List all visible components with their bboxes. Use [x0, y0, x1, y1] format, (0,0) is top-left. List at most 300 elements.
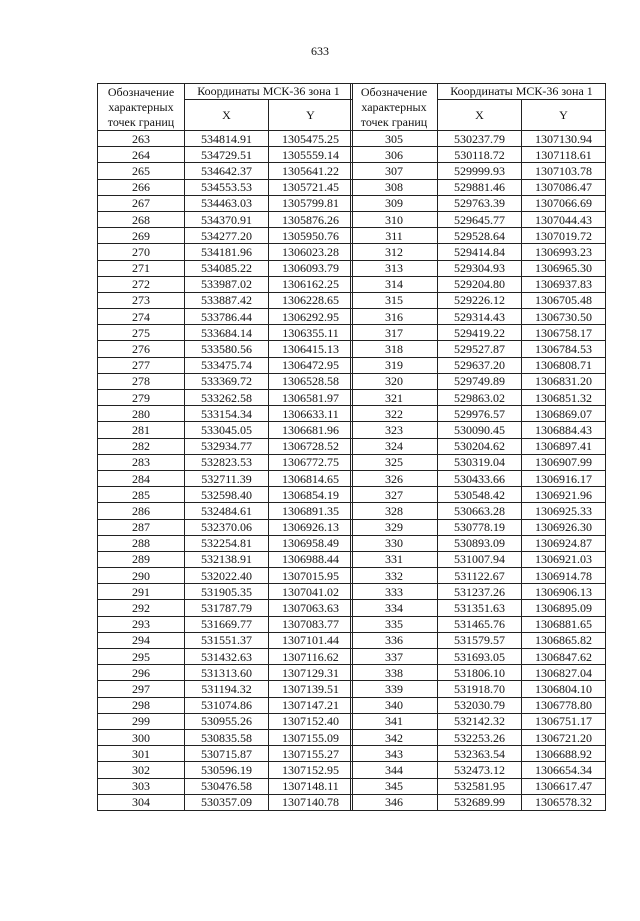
table-row — [98, 325, 353, 341]
header-point-designation: Обозначение характерных точек границ — [351, 84, 438, 131]
x-coordinate-cell: 532254.81 — [185, 535, 269, 551]
point-number-cell: 319 — [351, 357, 438, 373]
point-number-cell: 326 — [351, 470, 438, 486]
x-coordinate-cell: 530955.26 — [185, 713, 269, 729]
table-row — [351, 600, 606, 616]
y-coordinate-cell: 1307015.95 — [269, 568, 353, 584]
table-row — [351, 778, 606, 794]
x-coordinate-cell: 530596.19 — [185, 762, 269, 778]
x-coordinate-cell: 530237.79 — [438, 131, 522, 147]
y-coordinate-cell: 1305876.26 — [269, 211, 353, 227]
point-number-cell: 321 — [351, 390, 438, 406]
table-row — [351, 729, 606, 745]
x-coordinate-cell: 533154.34 — [185, 406, 269, 422]
point-number-cell: 304 — [98, 794, 185, 810]
x-coordinate-cell: 533045.05 — [185, 422, 269, 438]
table-row — [98, 211, 353, 227]
y-coordinate-cell: 1307118.61 — [522, 147, 606, 163]
x-coordinate-cell: 533887.42 — [185, 292, 269, 308]
y-coordinate-cell: 1306681.96 — [269, 422, 353, 438]
header-x: X — [185, 100, 269, 131]
point-number-cell: 337 — [351, 649, 438, 665]
y-coordinate-cell: 1307044.43 — [522, 211, 606, 227]
point-number-cell: 318 — [351, 341, 438, 357]
point-number-cell: 290 — [98, 568, 185, 584]
x-coordinate-cell: 529419.22 — [438, 325, 522, 341]
y-coordinate-cell: 1307083.77 — [269, 616, 353, 632]
table-row — [98, 713, 353, 729]
x-coordinate-cell: 532370.06 — [185, 519, 269, 535]
y-coordinate-cell: 1306897.41 — [522, 438, 606, 454]
point-number-cell: 279 — [98, 390, 185, 406]
x-coordinate-cell: 533580.56 — [185, 341, 269, 357]
x-coordinate-cell: 534370.91 — [185, 211, 269, 227]
y-coordinate-cell: 1306925.33 — [522, 503, 606, 519]
point-number-cell: 323 — [351, 422, 438, 438]
point-number-cell: 287 — [98, 519, 185, 535]
x-coordinate-cell: 533684.14 — [185, 325, 269, 341]
table-row — [98, 697, 353, 713]
table-row — [98, 244, 353, 260]
table-row — [98, 406, 353, 422]
table-row — [98, 260, 353, 276]
x-coordinate-cell: 533475.74 — [185, 357, 269, 373]
y-coordinate-cell: 1306617.47 — [522, 778, 606, 794]
table-row — [351, 535, 606, 551]
table-body-right — [351, 131, 606, 811]
header-y: Y — [269, 100, 353, 131]
point-number-cell: 277 — [98, 357, 185, 373]
point-number-cell: 308 — [351, 179, 438, 195]
y-coordinate-cell: 1306891.35 — [269, 503, 353, 519]
table-row — [351, 325, 606, 341]
y-coordinate-cell: 1306884.43 — [522, 422, 606, 438]
point-number-cell: 284 — [98, 470, 185, 486]
x-coordinate-cell: 531237.26 — [438, 584, 522, 600]
x-coordinate-cell: 532363.54 — [438, 746, 522, 762]
x-coordinate-cell: 531007.94 — [438, 551, 522, 567]
x-coordinate-cell: 532598.40 — [185, 487, 269, 503]
y-coordinate-cell: 1307139.51 — [269, 681, 353, 697]
table-row — [98, 632, 353, 648]
table-row — [351, 260, 606, 276]
y-coordinate-cell: 1306162.25 — [269, 276, 353, 292]
table-row — [351, 195, 606, 211]
y-coordinate-cell: 1306415.13 — [269, 341, 353, 357]
table-row — [98, 163, 353, 179]
table-row — [98, 519, 353, 535]
y-coordinate-cell: 1306633.11 — [269, 406, 353, 422]
y-coordinate-cell: 1305721.45 — [269, 179, 353, 195]
point-number-cell: 266 — [98, 179, 185, 195]
point-number-cell: 345 — [351, 778, 438, 794]
x-coordinate-cell: 530357.09 — [185, 794, 269, 810]
table-row — [98, 357, 353, 373]
point-number-cell: 307 — [351, 163, 438, 179]
point-number-cell: 276 — [98, 341, 185, 357]
point-number-cell: 285 — [98, 487, 185, 503]
table-row — [98, 600, 353, 616]
table-row — [351, 568, 606, 584]
y-coordinate-cell: 1305641.22 — [269, 163, 353, 179]
point-number-cell: 309 — [351, 195, 438, 211]
x-coordinate-cell: 532022.40 — [185, 568, 269, 584]
table-row — [98, 309, 353, 325]
table-row — [98, 470, 353, 486]
y-coordinate-cell: 1307129.31 — [269, 665, 353, 681]
point-number-cell: 317 — [351, 325, 438, 341]
x-coordinate-cell: 532142.32 — [438, 713, 522, 729]
table-row — [98, 341, 353, 357]
x-coordinate-cell: 532030.79 — [438, 697, 522, 713]
y-coordinate-cell: 1306728.52 — [269, 438, 353, 454]
table-row — [351, 422, 606, 438]
y-coordinate-cell: 1306993.23 — [522, 244, 606, 260]
y-coordinate-cell: 1306023.28 — [269, 244, 353, 260]
table-row — [98, 487, 353, 503]
table-row — [98, 584, 353, 600]
point-number-cell: 313 — [351, 260, 438, 276]
point-number-cell: 291 — [98, 584, 185, 600]
point-number-cell: 338 — [351, 665, 438, 681]
table-row — [351, 649, 606, 665]
table-row — [351, 276, 606, 292]
x-coordinate-cell: 531905.35 — [185, 584, 269, 600]
y-coordinate-cell: 1307116.62 — [269, 649, 353, 665]
table-row — [98, 616, 353, 632]
x-coordinate-cell: 530778.19 — [438, 519, 522, 535]
y-coordinate-cell: 1306705.48 — [522, 292, 606, 308]
point-number-cell: 314 — [351, 276, 438, 292]
table-row — [351, 244, 606, 260]
x-coordinate-cell: 531432.63 — [185, 649, 269, 665]
x-coordinate-cell: 530715.87 — [185, 746, 269, 762]
table-row — [98, 649, 353, 665]
x-coordinate-cell: 532934.77 — [185, 438, 269, 454]
y-coordinate-cell: 1307148.11 — [269, 778, 353, 794]
y-coordinate-cell: 1306926.13 — [269, 519, 353, 535]
table-row — [98, 454, 353, 470]
x-coordinate-cell: 529528.64 — [438, 228, 522, 244]
y-coordinate-cell: 1306827.04 — [522, 665, 606, 681]
y-coordinate-cell: 1306578.32 — [522, 794, 606, 810]
x-coordinate-cell: 530476.58 — [185, 778, 269, 794]
y-coordinate-cell: 1306895.09 — [522, 600, 606, 616]
table-row — [351, 616, 606, 632]
point-number-cell: 268 — [98, 211, 185, 227]
x-coordinate-cell: 531351.63 — [438, 600, 522, 616]
point-number-cell: 264 — [98, 147, 185, 163]
y-coordinate-cell: 1307019.72 — [522, 228, 606, 244]
x-coordinate-cell: 533786.44 — [185, 309, 269, 325]
y-coordinate-cell: 1306831.20 — [522, 373, 606, 389]
x-coordinate-cell: 532473.12 — [438, 762, 522, 778]
point-number-cell: 289 — [98, 551, 185, 567]
table-row — [351, 292, 606, 308]
y-coordinate-cell: 1307152.95 — [269, 762, 353, 778]
y-coordinate-cell: 1306914.78 — [522, 568, 606, 584]
y-coordinate-cell: 1306851.32 — [522, 390, 606, 406]
point-number-cell: 302 — [98, 762, 185, 778]
y-coordinate-cell: 1306581.97 — [269, 390, 353, 406]
header-y: Y — [522, 100, 606, 131]
y-coordinate-cell: 1307086.47 — [522, 179, 606, 195]
x-coordinate-cell: 530663.28 — [438, 503, 522, 519]
x-coordinate-cell: 530548.42 — [438, 487, 522, 503]
table-row — [351, 794, 606, 810]
point-number-cell: 300 — [98, 729, 185, 745]
y-coordinate-cell: 1306228.65 — [269, 292, 353, 308]
table-row — [98, 762, 353, 778]
y-coordinate-cell: 1306921.96 — [522, 487, 606, 503]
x-coordinate-cell: 534642.37 — [185, 163, 269, 179]
y-coordinate-cell: 1306355.11 — [269, 325, 353, 341]
table-row — [98, 195, 353, 211]
table-row — [98, 535, 353, 551]
point-number-cell: 265 — [98, 163, 185, 179]
table-row — [351, 438, 606, 454]
table-row — [98, 292, 353, 308]
table-row — [98, 746, 353, 762]
point-number-cell: 303 — [98, 778, 185, 794]
x-coordinate-cell: 529226.12 — [438, 292, 522, 308]
point-number-cell: 280 — [98, 406, 185, 422]
y-coordinate-cell: 1306784.53 — [522, 341, 606, 357]
x-coordinate-cell: 532581.95 — [438, 778, 522, 794]
table-row — [98, 503, 353, 519]
y-coordinate-cell: 1306965.30 — [522, 260, 606, 276]
y-coordinate-cell: 1306772.75 — [269, 454, 353, 470]
point-number-cell: 312 — [351, 244, 438, 260]
y-coordinate-cell: 1306869.07 — [522, 406, 606, 422]
table-row — [351, 228, 606, 244]
table-row — [351, 681, 606, 697]
y-coordinate-cell: 1306854.19 — [269, 487, 353, 503]
y-coordinate-cell: 1307130.94 — [522, 131, 606, 147]
x-coordinate-cell: 531551.37 — [185, 632, 269, 648]
table-row — [351, 519, 606, 535]
point-number-cell: 315 — [351, 292, 438, 308]
x-coordinate-cell: 532689.99 — [438, 794, 522, 810]
header-coordinates: Координаты МСК-36 зона 1 — [185, 84, 353, 100]
y-coordinate-cell: 1306688.92 — [522, 746, 606, 762]
point-number-cell: 332 — [351, 568, 438, 584]
x-coordinate-cell: 529304.93 — [438, 260, 522, 276]
x-coordinate-cell: 533987.02 — [185, 276, 269, 292]
y-coordinate-cell: 1306654.34 — [522, 762, 606, 778]
point-number-cell: 320 — [351, 373, 438, 389]
y-coordinate-cell: 1306778.80 — [522, 697, 606, 713]
y-coordinate-cell: 1307063.63 — [269, 600, 353, 616]
point-number-cell: 263 — [98, 131, 185, 147]
table-row — [351, 746, 606, 762]
point-number-cell: 341 — [351, 713, 438, 729]
x-coordinate-cell: 530433.66 — [438, 470, 522, 486]
point-number-cell: 316 — [351, 309, 438, 325]
table-row — [351, 309, 606, 325]
x-coordinate-cell: 532138.91 — [185, 551, 269, 567]
y-coordinate-cell: 1306292.95 — [269, 309, 353, 325]
point-number-cell: 270 — [98, 244, 185, 260]
table-row — [351, 357, 606, 373]
point-number-cell: 346 — [351, 794, 438, 810]
point-number-cell: 344 — [351, 762, 438, 778]
y-coordinate-cell: 1305475.25 — [269, 131, 353, 147]
x-coordinate-cell: 534814.91 — [185, 131, 269, 147]
y-coordinate-cell: 1306926.30 — [522, 519, 606, 535]
point-number-cell: 322 — [351, 406, 438, 422]
x-coordinate-cell: 531194.32 — [185, 681, 269, 697]
table-row — [351, 697, 606, 713]
table-row — [98, 794, 353, 810]
x-coordinate-cell: 534463.03 — [185, 195, 269, 211]
point-number-cell: 286 — [98, 503, 185, 519]
y-coordinate-cell: 1307103.78 — [522, 163, 606, 179]
coordinates-table-left — [97, 83, 353, 811]
x-coordinate-cell: 529763.39 — [438, 195, 522, 211]
point-number-cell: 325 — [351, 454, 438, 470]
table-row — [98, 276, 353, 292]
point-number-cell: 306 — [351, 147, 438, 163]
y-coordinate-cell: 1306804.10 — [522, 681, 606, 697]
point-number-cell: 329 — [351, 519, 438, 535]
table-row — [351, 211, 606, 227]
x-coordinate-cell: 531313.60 — [185, 665, 269, 681]
x-coordinate-cell: 529749.89 — [438, 373, 522, 389]
table-body-left — [98, 131, 353, 811]
point-number-cell: 269 — [98, 228, 185, 244]
table-row — [98, 551, 353, 567]
x-coordinate-cell: 529637.20 — [438, 357, 522, 373]
point-number-cell: 333 — [351, 584, 438, 600]
x-coordinate-cell: 530090.45 — [438, 422, 522, 438]
point-number-cell: 335 — [351, 616, 438, 632]
y-coordinate-cell: 1305799.81 — [269, 195, 353, 211]
x-coordinate-cell: 529314.43 — [438, 309, 522, 325]
point-number-cell: 293 — [98, 616, 185, 632]
point-number-cell: 324 — [351, 438, 438, 454]
point-number-cell: 278 — [98, 373, 185, 389]
table-row — [351, 487, 606, 503]
y-coordinate-cell: 1306916.17 — [522, 470, 606, 486]
table-row — [351, 179, 606, 195]
y-coordinate-cell: 1307147.21 — [269, 697, 353, 713]
y-coordinate-cell: 1306906.13 — [522, 584, 606, 600]
x-coordinate-cell: 531122.67 — [438, 568, 522, 584]
x-coordinate-cell: 530319.04 — [438, 454, 522, 470]
x-coordinate-cell: 531579.57 — [438, 632, 522, 648]
x-coordinate-cell: 534181.96 — [185, 244, 269, 260]
x-coordinate-cell: 530118.72 — [438, 147, 522, 163]
table-row — [98, 422, 353, 438]
table-row — [351, 762, 606, 778]
table-row — [351, 584, 606, 600]
table-row — [351, 665, 606, 681]
point-number-cell: 288 — [98, 535, 185, 551]
point-number-cell: 339 — [351, 681, 438, 697]
y-coordinate-cell: 1306988.44 — [269, 551, 353, 567]
x-coordinate-cell: 529527.87 — [438, 341, 522, 357]
x-coordinate-cell: 530893.09 — [438, 535, 522, 551]
y-coordinate-cell: 1306958.49 — [269, 535, 353, 551]
point-number-cell: 283 — [98, 454, 185, 470]
point-number-cell: 295 — [98, 649, 185, 665]
x-coordinate-cell: 529976.57 — [438, 406, 522, 422]
x-coordinate-cell: 531806.10 — [438, 665, 522, 681]
point-number-cell: 271 — [98, 260, 185, 276]
point-number-cell: 292 — [98, 600, 185, 616]
x-coordinate-cell: 533369.72 — [185, 373, 269, 389]
x-coordinate-cell: 530835.58 — [185, 729, 269, 745]
table-row — [351, 713, 606, 729]
point-number-cell: 328 — [351, 503, 438, 519]
y-coordinate-cell: 1306808.71 — [522, 357, 606, 373]
point-number-cell: 294 — [98, 632, 185, 648]
x-coordinate-cell: 532484.61 — [185, 503, 269, 519]
y-coordinate-cell: 1306472.95 — [269, 357, 353, 373]
table-row — [351, 163, 606, 179]
x-coordinate-cell: 529881.46 — [438, 179, 522, 195]
y-coordinate-cell: 1307140.78 — [269, 794, 353, 810]
point-number-cell: 331 — [351, 551, 438, 567]
point-number-cell: 342 — [351, 729, 438, 745]
x-coordinate-cell: 529204.80 — [438, 276, 522, 292]
table-row — [98, 681, 353, 697]
table-row — [351, 470, 606, 486]
point-number-cell: 310 — [351, 211, 438, 227]
table-row — [351, 503, 606, 519]
y-coordinate-cell: 1306907.99 — [522, 454, 606, 470]
x-coordinate-cell: 534553.53 — [185, 179, 269, 195]
table-row — [98, 147, 353, 163]
y-coordinate-cell: 1307152.40 — [269, 713, 353, 729]
y-coordinate-cell: 1305950.76 — [269, 228, 353, 244]
point-number-cell: 273 — [98, 292, 185, 308]
y-coordinate-cell: 1306937.83 — [522, 276, 606, 292]
table-row — [351, 406, 606, 422]
point-number-cell: 334 — [351, 600, 438, 616]
table-row — [351, 390, 606, 406]
y-coordinate-cell: 1306721.20 — [522, 729, 606, 745]
table-row — [98, 665, 353, 681]
point-number-cell: 275 — [98, 325, 185, 341]
table-row — [351, 454, 606, 470]
header-x: X — [438, 100, 522, 131]
point-number-cell: 301 — [98, 746, 185, 762]
y-coordinate-cell: 1306758.17 — [522, 325, 606, 341]
table-row — [98, 729, 353, 745]
y-coordinate-cell: 1307155.09 — [269, 729, 353, 745]
y-coordinate-cell: 1307101.44 — [269, 632, 353, 648]
table-row — [351, 147, 606, 163]
point-number-cell: 282 — [98, 438, 185, 454]
table-row — [98, 778, 353, 794]
x-coordinate-cell: 532823.53 — [185, 454, 269, 470]
y-coordinate-cell: 1306730.50 — [522, 309, 606, 325]
point-number-cell: 299 — [98, 713, 185, 729]
table-row — [351, 551, 606, 567]
x-coordinate-cell: 532711.39 — [185, 470, 269, 486]
x-coordinate-cell: 531074.86 — [185, 697, 269, 713]
x-coordinate-cell: 529999.93 — [438, 163, 522, 179]
point-number-cell: 330 — [351, 535, 438, 551]
y-coordinate-cell: 1306528.58 — [269, 373, 353, 389]
table-row — [98, 438, 353, 454]
x-coordinate-cell: 530204.62 — [438, 438, 522, 454]
x-coordinate-cell: 534085.22 — [185, 260, 269, 276]
table-row — [98, 228, 353, 244]
x-coordinate-cell: 531787.79 — [185, 600, 269, 616]
